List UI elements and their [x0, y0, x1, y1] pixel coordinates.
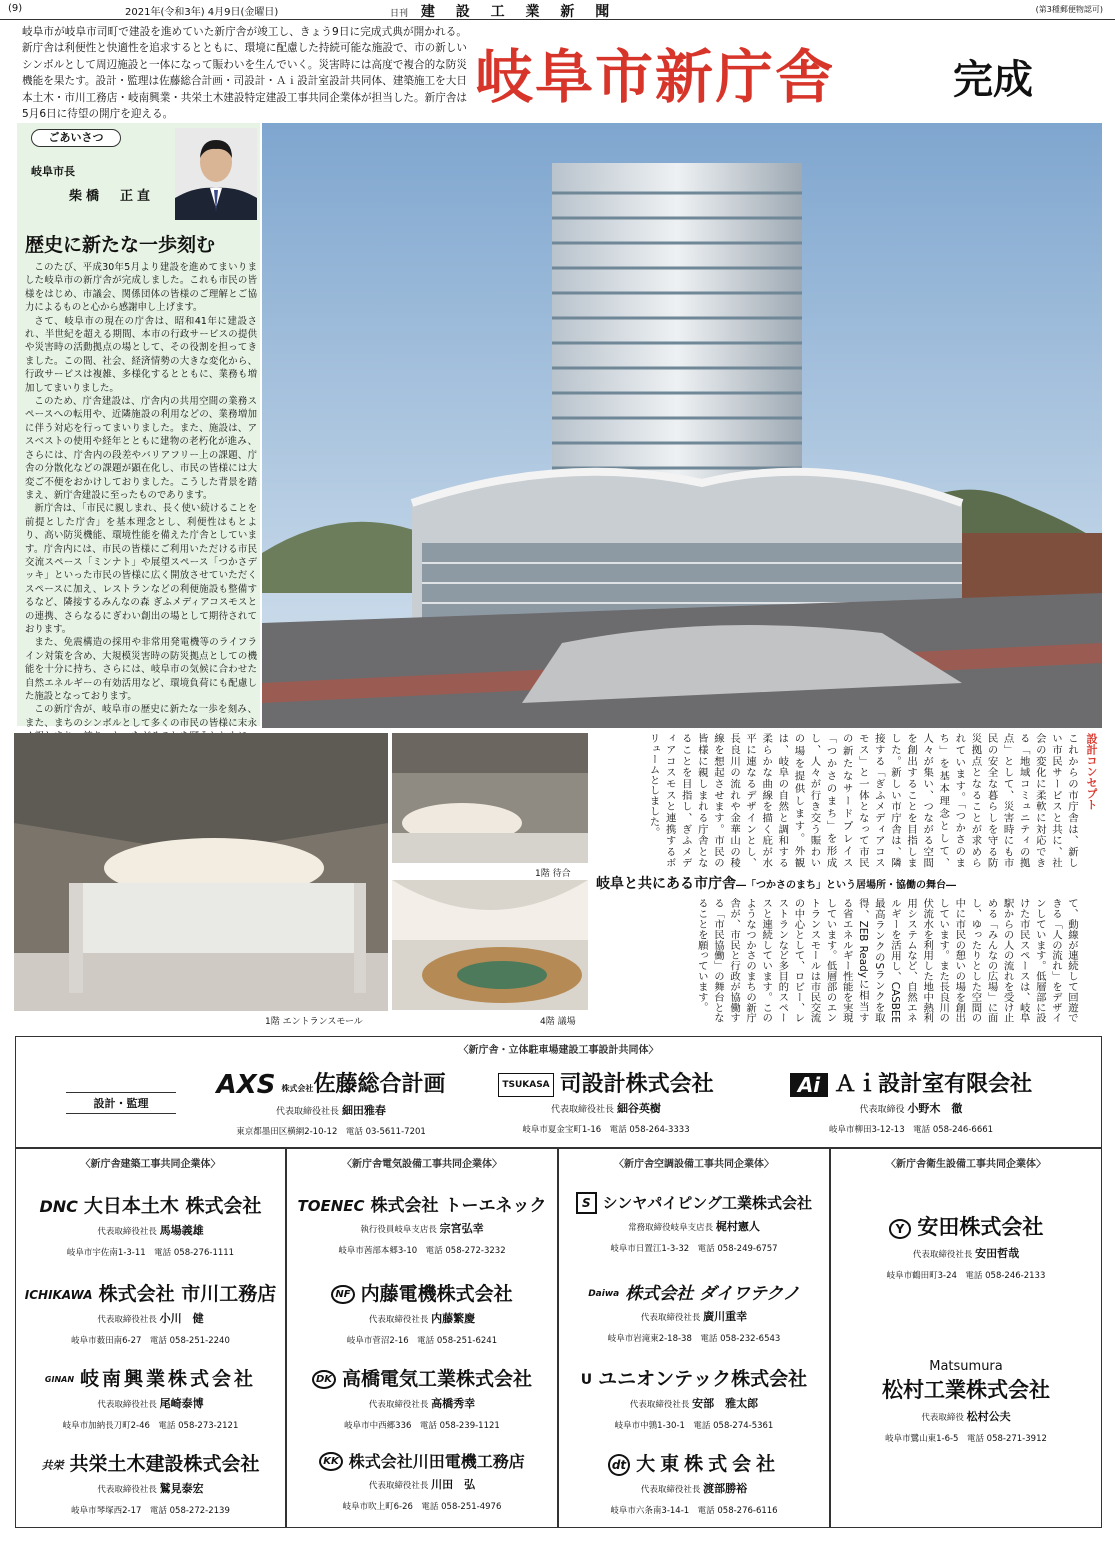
- company-entry: NF 内藤電機株式会社 代表取締役社長 内藤繁慶 岐阜市菅沼2-16 電話 058-251-6241: [287, 1279, 557, 1346]
- company-entry: 共栄 共栄土木建設株式会社 代表取締役社長 鷲見泰宏 岐阜市琴塚西2-17 電話 058-272-2139: [41, 1453, 260, 1516]
- electrical-jv-title: 〈新庁舎電気設備工事共同企業体〉: [342, 1159, 502, 1170]
- design-jv-box: [15, 1036, 1102, 1148]
- mayor-photo: [175, 128, 257, 220]
- company-ai: Ai Ａｉ設計室有限会社 代表取締役 小野木 徹 岐阜市柳田3-12-13 電話 058-246-6661: [756, 1067, 1066, 1135]
- company-entry: DNC 大日本土木 株式会社 代表取締役社長 馬場義雄 岐阜市宇佐南1-3-11 電話 058-276-1111: [39, 1195, 262, 1258]
- issue-date: 2021年(令和3年) 4月9日(金曜日): [125, 7, 279, 18]
- postal-note: (第3種郵便物認可): [1035, 5, 1103, 14]
- company-entry: KK 株式会社川田電機工務店 代表取締役社長 川田 弘 岐阜市吹上町6-26 電話 058-251-4976: [287, 1449, 557, 1512]
- company-entry: dt 大東株式会社 代表取締役社長 渡部勝裕 岐阜市六条南3-14-1 電話 058-276-6116: [559, 1449, 829, 1516]
- caption-assembly: 4階 議場: [540, 1017, 576, 1027]
- lead-paragraph: 岐阜市が岐阜市司町で建設を進めていた新庁舎が竣工し、きょう9日に完成式典が開かれる。新庁舎は利便性と快適性を追求するとともに、環境に配慮した持続可能な施設で、市の新しいシンボルとして周辺施設と一体になって賑わいを生んでいく。災害時には高度で複合的な防災機能を果たす。設計・監理は佐藤総合計画・司設計・Ａｉ設計室設計共同体、建築施工を大日本土木・市川工務店・岐南興業・共栄土木建設特定建設工事共同企業体が担当した。新庁舎は5月6日に待望の開庁を迎える。: [22, 26, 467, 121]
- headline: [475, 30, 1095, 110]
- company-entry: U ユニオンテック株式会社 代表取締役社長 安部 雅太郎 岐阜市中鶉1-30-1 電話 058-274-5361: [580, 1368, 808, 1431]
- concept-text-lower: て、動線が連続して回遊できる「人の流れ」をデザインしています。低層部に設けた市民スペースは、岐阜駅からの人の流れを受け止める「みんなの広場」に面し、ゆったりとした空間の中に市民の憩いの場を創出しています。また長良川の伏流水を利用した地中熱利用システムなど、自然エネルギーを活用し、CASBEE最高ランクのSランクを取得、ZEB Readyに相当する省エネルギー性能を実現しています。低層部のエントランスモールは市民交流の中心として、ロビー、レストランなど多目的スペースと連続しています。このようなつかさのまちの新庁舎が、市民と行政が協働する「市民協働」の舞台となることを願っています。: [695, 898, 1078, 1023]
- mayor-name: 柴橋 正直: [69, 189, 155, 204]
- greeting-tag: ごあいさつ: [31, 129, 121, 147]
- greeting-body: [25, 261, 257, 770]
- axs-logo: AXS: [216, 1070, 276, 1100]
- company-entry: S シンヤパイピング工業株式会社 常務取締役岐阜支店長 梶村憲人 岐阜市日置江1-3-32 電話 058-249-6757: [559, 1191, 829, 1254]
- construction-jv-title: 〈新庁舎建築工事共同企業体〉: [80, 1159, 221, 1170]
- company-entry: GINAN 岐南興業株式会社 代表取締役社長 尾崎泰博 岐阜市加納長刀町2-46 電話 058-273-2121: [44, 1368, 257, 1431]
- greeting-paragraph: この新庁舎が、岐阜市の歴史に新たな一歩を刻み、また、まちのシンボルとして多くの市民の皆様に末永: [25, 704, 257, 729]
- entrance-mall-photo: [14, 733, 388, 1011]
- hvac-jv-title: 〈新庁舎空調設備工事共同企業体〉: [614, 1159, 774, 1170]
- page-header: [0, 0, 1115, 20]
- company-entry: Y 安田株式会社 代表取締役社長 安田哲哉 岐阜市鶴田町3-24 電話 058-246-2133: [886, 1215, 1046, 1281]
- newspaper-name: 日刊 建 設 工 業 新 聞: [390, 4, 618, 20]
- ai-logo: Ai: [790, 1073, 828, 1097]
- design-jv-title: 〈新庁舎・立体駐車場建設工事設計共同体〉: [458, 1045, 659, 1056]
- electrical-jv-column: [286, 1148, 558, 1528]
- hvac-jv-column: [558, 1148, 830, 1528]
- concept-subhead: 岐阜と共にある市庁舎―「つかさのまち」という居場所・協働の舞台―: [596, 873, 1064, 897]
- greeting-title: 歴史に新たな一歩刻む: [25, 234, 216, 256]
- mayor-role: 岐阜市長: [31, 165, 75, 178]
- company-entry: Daiwa 株式会社 ダイワテクノ 代表取締役社長 廣川重幸 岐阜市岩滝東2-18-38 電話 058-232-6543: [588, 1284, 800, 1344]
- greeting-paragraph: また、免震構造の採用や非常用発電機等のライフライン対策を含め、大規模災害時の防災拠点としての機能を十分に持ち、さらには、岐阜市の気候に合わせた自然エネルギーの有効活用など、環境負荷にも配慮した施設となっております。: [25, 637, 257, 702]
- greeting-paragraph: 新庁舎は、「市民に親しまれ、長く使い続けることを前提とした庁舎」を基本理念とし、利便性はもとより、高い防災機能、環境性能を備えた庁舎としています。庁舎内には、市民の皆様にご利用いただける市民交流スペース「ミンナト」や展望スペース「つかさデッキ」といった市民の皆様に広く開放させていただくスペースに加え、レストランなどの利便施設も整備するなど、隣接するみんなの森 ぎふメディアコスモスとの連携、さらなるにぎわい創出の場として期待されております。: [25, 503, 257, 635]
- company-entry: TOENEC 株式会社 トーエネック 執行役員岐阜支店長 宗宮弘幸 岐阜市茜部本郷3-10 電話 058-272-3232: [297, 1196, 547, 1256]
- company-tsukasa: TSUKASA 司設計株式会社 代表取締役社長 細谷英樹 岐阜市夏金宝町1-16 電話 058-264-3333: [486, 1067, 726, 1135]
- greeting-paragraph: このため、庁舎建設は、庁舎内の共用空間の業務スペースへの転用や、近隣施設の利用などの、業務増加に伴う対応を行ってまいりました。また、施設は、アスベストの使用や経年とともに建物の老朽化が進み、さらには、庁舎内の段差やバリアフリー上の課題、庁舎の分散化などの課題が顕在化し、市民の皆様には大変ご不便をおかけしておりました。こうした背景を踏まえ、新庁舎建設に至ったものであります。: [25, 396, 257, 501]
- greeting-paragraph: さて、岐阜市の現在の庁舎は、昭和41年に建設され、半世紀を超える期間、本市の行政サービスの提供や災害時の活動拠点の場として、その役割を担ってきました。この間、社会、経済情勢の大きな変化から、行政サービスは複雑、多様化するとともに、業務も増加してまいりました。: [25, 315, 257, 394]
- company-entry: ICHIKAWA 株式会社 市川工務店 代表取締役社長 小川 健 岐阜市薮田南6-27 電話 058-251-2240: [24, 1283, 277, 1346]
- city-hall-photo: [262, 123, 1102, 728]
- page-number: (9): [8, 3, 23, 14]
- company-entry: Matsumura 松村工業株式会社 代表取締役 松村公夫 岐阜市鷺山東1-6-5 電話 058-271-3912: [882, 1359, 1050, 1444]
- caption-waiting: 1階 待合: [535, 869, 571, 879]
- company-sato: AXS 株式会社佐藤総合計画 代表取締役社長 細田雅春 東京都墨田区横網2-10-12 電話 03-5611-7201: [216, 1070, 446, 1137]
- concept-text-upper: これからの市庁舎は、新しい市民サービスと共に、社会の変化に柔軟に対応できる「地域コミュニティの拠点」として、災害時にも市民の安全な暮らしを守る防災拠点となることが求められています。「つかさのまち」を基本理念として、人々が集い、つながる空間を創出することを目指しました。新しい市庁舎は、隣接する「ぎふメディアコスモス」と一体となって市民の新たなサードプレイス「つかさのまち」を形成し、人々が行き交う賑わいの場を提供します。外観は、岐阜の自然と調和する柔らかな曲線を描く庇が水平に連なるデザインとし、長良川の流れや金華山の稜線を想起させます。市民の皆様に親しまれる庁舎となることを目指し、ぎふメディアコスモスと連携するボリュームとしました。: [647, 733, 1078, 868]
- assembly-hall-photo: [392, 880, 588, 1010]
- waiting-area-photo: [392, 733, 588, 863]
- tsukasa-logo: TSUKASA: [498, 1073, 553, 1097]
- headline-sub: 完成: [953, 56, 1033, 103]
- construction-jv-column: [15, 1148, 286, 1528]
- greeting-box: [17, 123, 260, 729]
- design-role: 設計・監理: [66, 1092, 176, 1114]
- company-entry: DK 高橋電気工業株式会社 代表取締役社長 高橋秀幸 岐阜市中西郷336 電話 058-239-1121: [287, 1364, 557, 1431]
- greeting-paragraph: このたび、平成30年5月より建設を進めてまいりました岐阜市の新庁舎が完成しました。これも市民の皆様をはじめ、市議会、関係団体の皆様のご理解とご協力によるものと心から感謝申し上げます。: [25, 262, 257, 314]
- caption-entrance: 1階 エントランスモール: [265, 1017, 363, 1027]
- sanitary-jv-title: 〈新庁舎衛生設備工事共同企業体〉: [886, 1159, 1046, 1170]
- concept-label: 設計コンセプト: [1085, 733, 1098, 810]
- sanitary-jv-column: [830, 1148, 1102, 1528]
- headline-main: 岐阜市新庁舎: [475, 43, 836, 111]
